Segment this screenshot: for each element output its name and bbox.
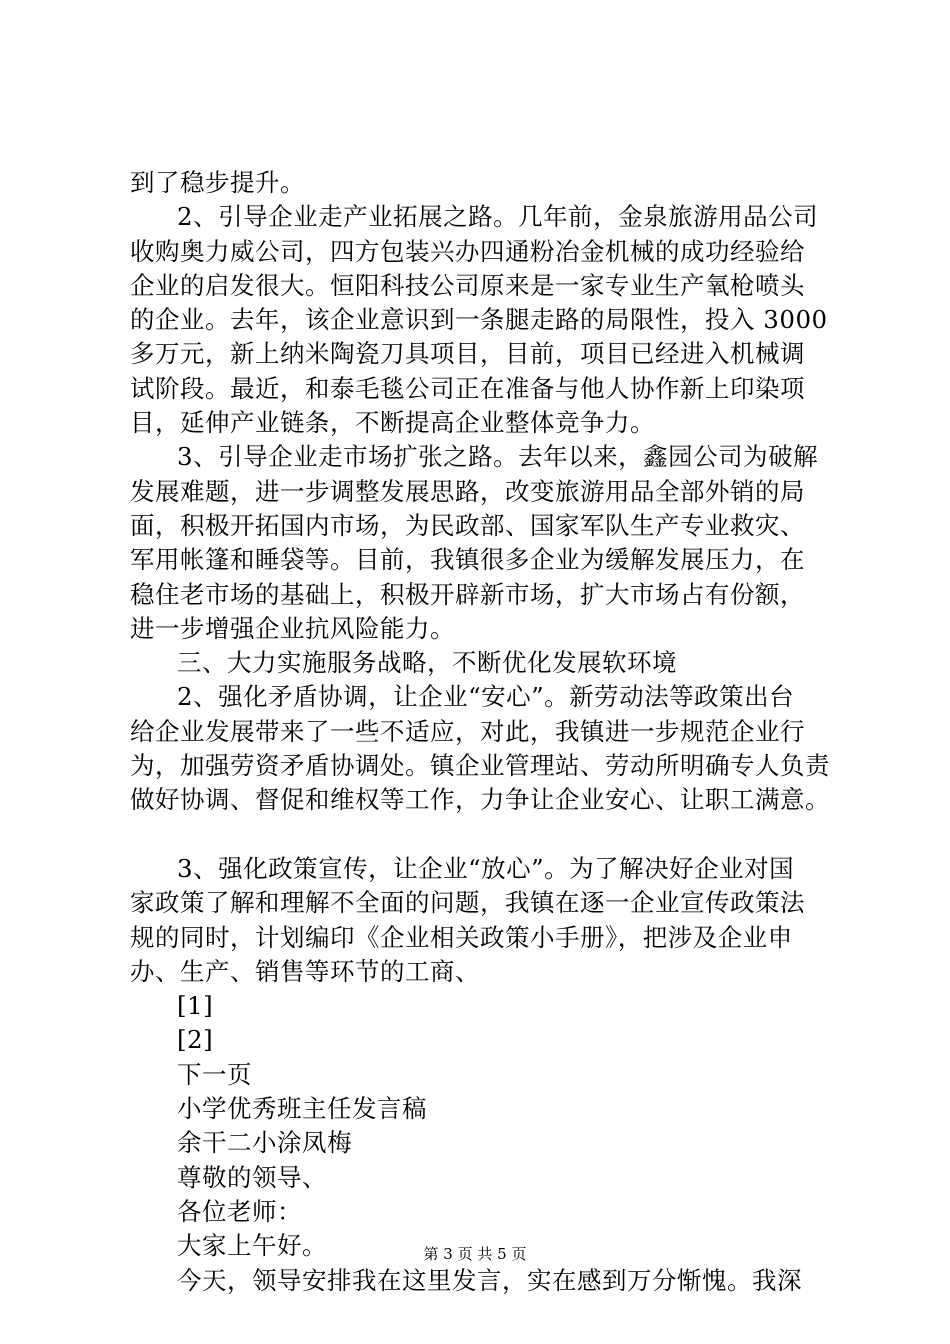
page-footer: 第 3 页 共 5 页: [423, 1245, 527, 1263]
section-heading: 三、大力实施服务战略，不断优化发展软环境: [177, 648, 677, 678]
text-line: 面，积极开拓国内市场，为民政部、国家军队生产专业救灾、: [130, 510, 805, 540]
text-line: 军用帐篷和睡袋等。目前，我镇很多企业为缓解发展压力，在: [130, 545, 805, 575]
salutation-line: 尊敬的领导、: [177, 1162, 327, 1192]
text-line: 试阶段。最近，和泰毛毯公司正在准备与他人协作新上印染项: [130, 373, 805, 403]
text-line: 到了稳步提升。: [130, 168, 305, 197]
page-link-1[interactable]: [1]: [177, 991, 214, 1021]
text-line: 目，延伸产业链条，不断提高企业整体竞争力。: [130, 408, 655, 438]
text-line: 的企业。去年，该企业意识到一条腿走路的局限性，投入 3000: [130, 305, 828, 335]
document-body: [130, 166, 830, 1298]
salutation-line: 各位老师：: [177, 1196, 302, 1226]
article-title: 小学优秀班主任发言稿: [177, 1094, 427, 1124]
text-line: 3、引导企业走市场扩张之路。去年以来，鑫园公司为破解: [177, 442, 819, 472]
text-line: 办、生产、销售等环节的工商、: [130, 956, 480, 986]
text-line: 家政策了解和理解不全面的问题，我镇在逐一企业宣传政策法: [130, 888, 805, 918]
paragraph-gap: [130, 818, 830, 852]
greeting-line: 大家上午好。: [177, 1231, 327, 1261]
text-line: 2、强化矛盾协调，让企业“安心”。新劳动法等政策出台: [177, 682, 795, 712]
text-line: 多万元，新上纳米陶瓷刀具项目，目前，项目已经进入机械调: [130, 339, 805, 369]
text-line: 收购奥力威公司，四方包装兴办四通粉冶金机械的成功经验给: [130, 236, 805, 266]
text-line: 3、强化政策宣传，让企业“放心”。为了解决好企业对国: [177, 853, 795, 883]
text-line: 规的同时，计划编印《企业相关政策小手册》，把涉及企业申: [130, 922, 793, 952]
text-line: 稳住老市场的基础上，积极开辟新市场，扩大市场占有份额，: [130, 579, 805, 609]
page-link-2[interactable]: [2]: [177, 1025, 214, 1055]
text-line: 为，加强劳资矛盾协调处。镇企业管理站、劳动所明确专人负责: [130, 751, 830, 781]
text-line: 2、引导企业走产业拓展之路。几年前，金泉旅游用品公司: [177, 202, 819, 232]
text-line: 发展难题，进一步调整发展思路，改变旅游用品全部外销的局: [130, 476, 805, 506]
text-line: 给企业发展带来了一些不适应，对此，我镇进一步规范企业行: [130, 716, 805, 746]
text-line: 企业的启发很大。恒阳科技公司原来是一家专业生产氧枪喷头: [130, 270, 805, 300]
text-line: 今天，领导安排我在这里发言，实在感到万分惭愧。我深: [177, 1265, 802, 1295]
text-line: 做好协调、督促和维权等工作，力争让企业安心、让职工满意。: [130, 785, 830, 815]
next-page-link[interactable]: 下一页: [177, 1059, 252, 1089]
text-line: 进一步增强企业抗风险能力。: [130, 613, 455, 643]
author-line: 余干二小涂凤梅: [177, 1128, 352, 1158]
